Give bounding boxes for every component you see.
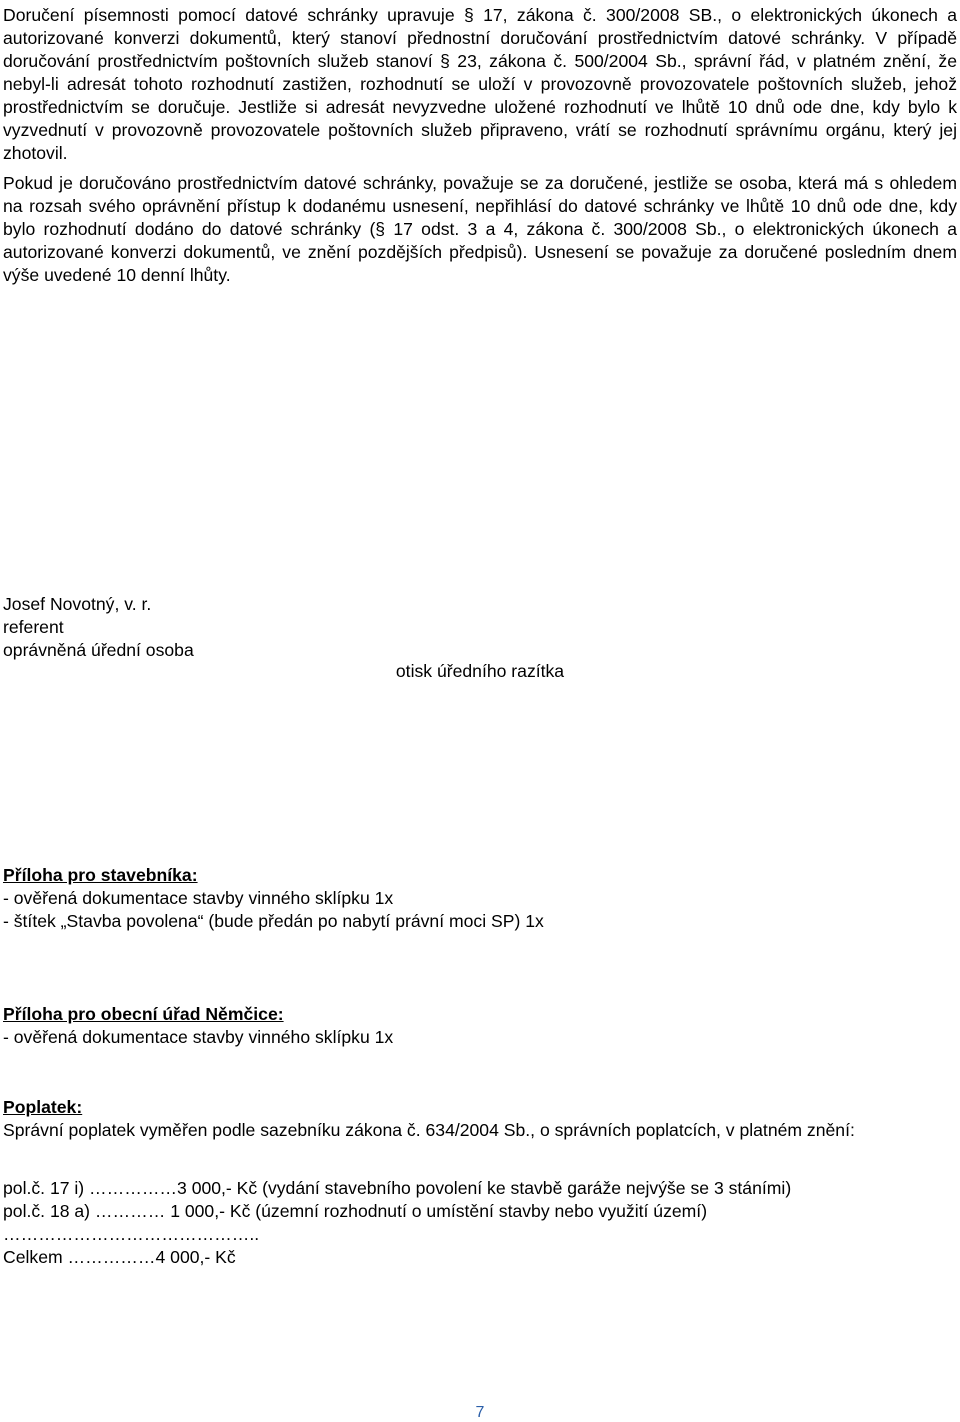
list-item: - štítek „Stavba povolena“ (bude předán po nabytí právní moci SP) 1x bbox=[3, 911, 544, 931]
fees-section bbox=[3, 1096, 957, 1142]
builder-attachments bbox=[3, 864, 957, 933]
delivery-rules-paragraph: Doručení písemnosti pomocí datové schránky upravuje § 17, zákona č. 300/2008 SB., o elektronických úkonech a autorizované konverzi dokumentů, který stanoví přednostní doručování prostřednictvím datové schránky. V případě doručování prostřednictvím poštovních služeb stanoví § 23, zákona č. 500/2004 Sb., správní řád, v platném znění, že nebyl-li adresát tohoto rozhodnutí zastižen, rozhodnutí se uloží v provozovně provozovatele poštovních služeb, jehož prostřednictvím se doručuje. Jestliže si adresát nevyzvedne uložené rozhodnutí ve lhůtě 10 dnů ode dne, kdy bylo k vyzvednutí v provozovně provozovatele poštovních služeb připraveno, vrátí se rozhodnutí správnímu orgánu, který jej zhotovil. bbox=[3, 5, 957, 163]
page-number: 7 bbox=[475, 1404, 485, 1421]
list-item: - ověřená dokumentace stavby vinného sklípku 1x bbox=[3, 888, 394, 908]
fee-line-item: pol.č. 17 i) ……………3 000,- Kč (vydání stavebního povolení ke stavbě garáže nejvýše se 3 stáními) bbox=[3, 1178, 792, 1198]
data-box-rules-paragraph: Pokud je doručováno prostřednictvím datové schránky, považuje se za doručené, jestliže se osoba, která má s ohledem na rozsah svého oprávnění přístup k dodanému usnesení, nepřihlásí do datové schránky ve lhůtě 10 dnů ode dne, kdy bylo rozhodnutí dodáno do datové schránky (§ 17 odst. 3 a 4, zákona č. 300/2008 Sb., o elektronických úkonech a autorizované konverzi dokumentů, ve znění pozdějších předpisů). Usnesení se považuje za doručené posledním dnem výše uvedené 10 denní lhůty. bbox=[3, 173, 957, 285]
signatory-role: referent bbox=[3, 617, 64, 637]
fee-items bbox=[3, 1177, 957, 1269]
municipality-attachments-heading: Příloha pro obecní úřad Němčice: bbox=[3, 1004, 284, 1024]
fees-heading: Poplatek: bbox=[3, 1097, 83, 1117]
fee-total: Celkem ……………4 000,- Kč bbox=[3, 1247, 236, 1267]
fees-description: Správní poplatek vyměřen podle sazebníku zákona č. 634/2004 Sb., o správních poplatcích, v platném znění: bbox=[3, 1120, 855, 1140]
signature-block bbox=[3, 593, 957, 662]
signatory-authority: oprávněná úřední osoba bbox=[3, 640, 194, 660]
list-item: - ověřená dokumentace stavby vinného sklípku 1x bbox=[3, 1027, 394, 1047]
fee-separator: …………………………………….. bbox=[3, 1224, 260, 1244]
signatory-name: Josef Novotný, v. r. bbox=[3, 594, 152, 614]
builder-attachments-heading: Příloha pro stavebníka: bbox=[3, 865, 198, 885]
fee-line-item: pol.č. 18 a) ………… 1 000,- Kč (územní rozhodnutí o umístění stavby nebo využití území) bbox=[3, 1201, 708, 1221]
stamp-placeholder: otisk úředního razítka bbox=[395, 661, 565, 681]
municipality-attachments bbox=[3, 1003, 957, 1049]
